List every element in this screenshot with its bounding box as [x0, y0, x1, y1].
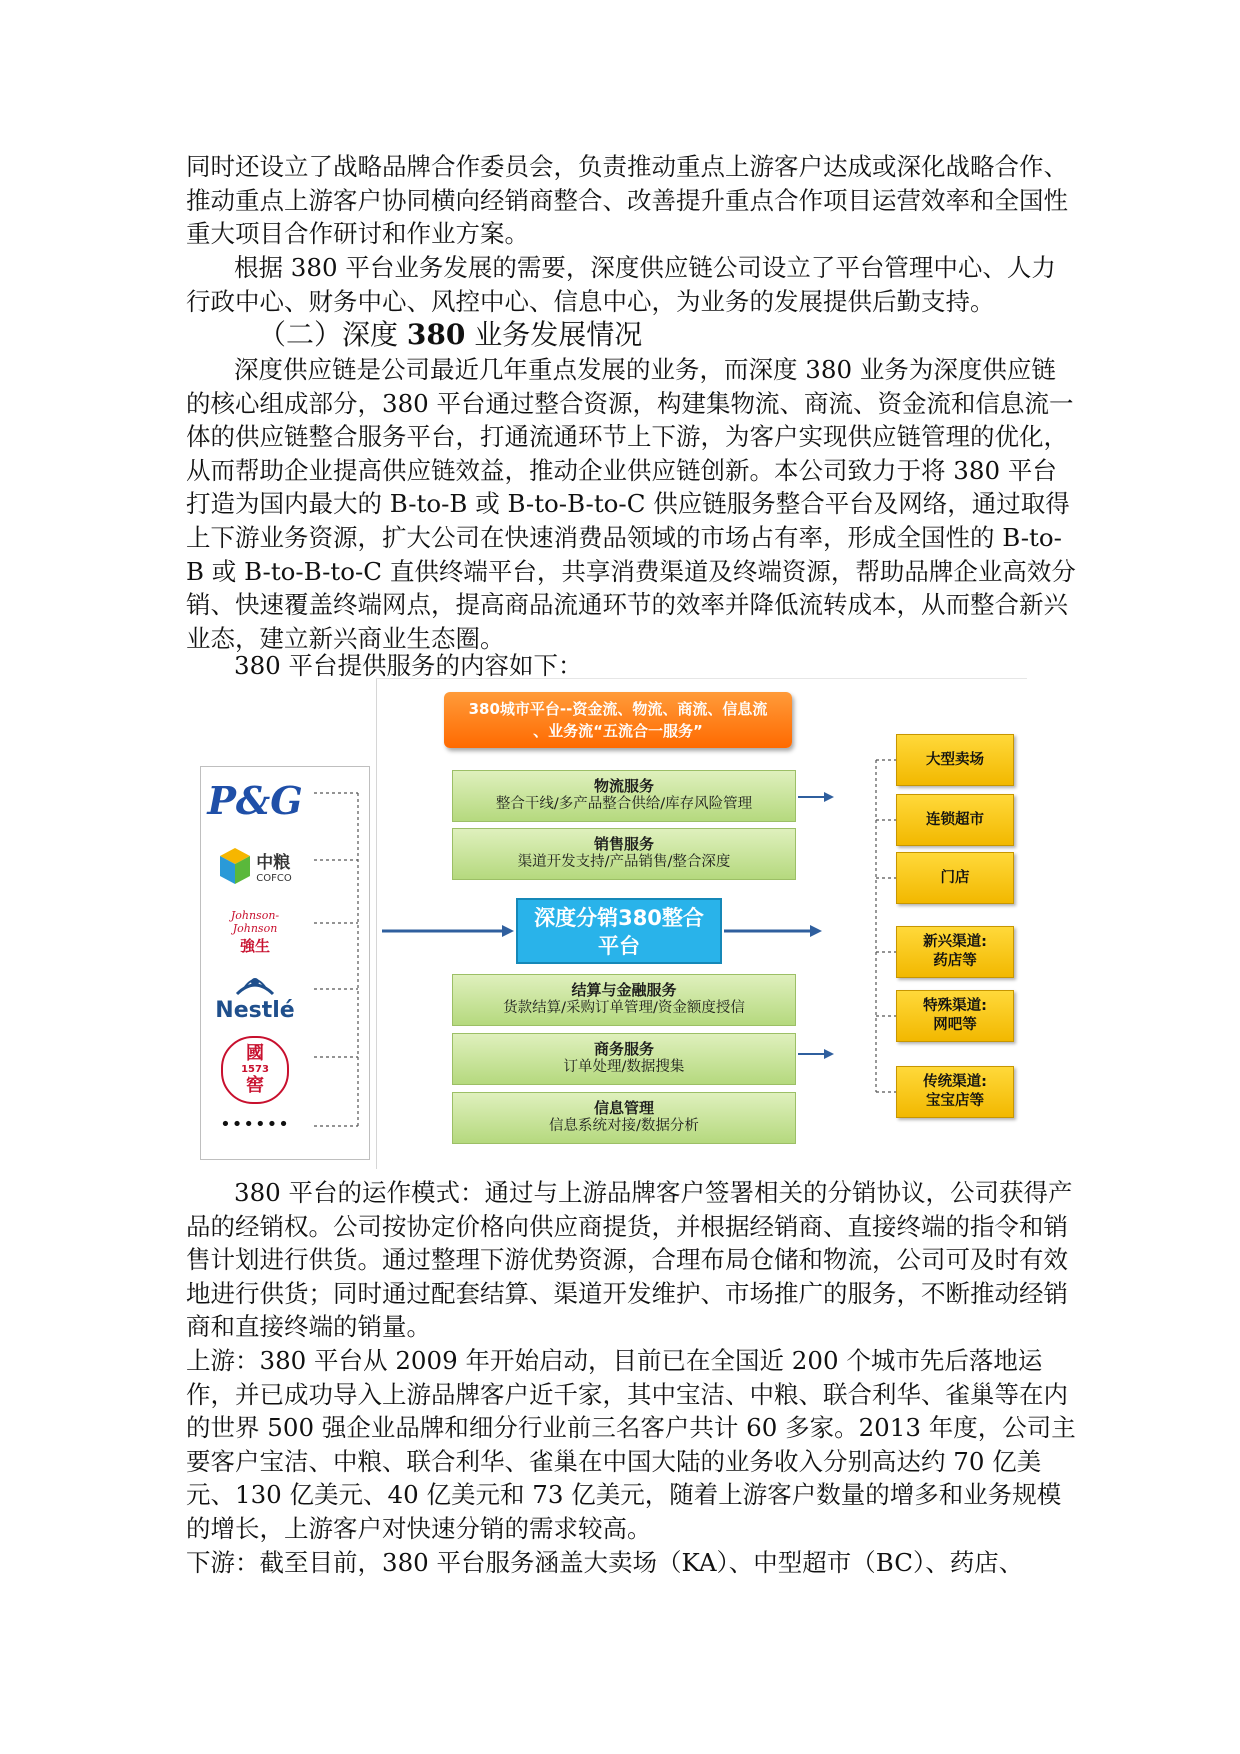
pg-logo: P&G — [207, 777, 303, 823]
paragraph-support-centers: 根据 380 平台业务发展的需要，深度供应链公司设立了平台管理中心、人力行政中心、财务中心、风控中心、信息中心，为业务的发展提供后勤支持。 — [186, 253, 1056, 316]
flow-arrow-left — [382, 925, 514, 937]
paragraph-operating-model: 380 平台的运作模式：通过与上游品牌客户签署相关的分销协议，公司获得产品的经销权。公司按协定价格向供应商提货，并根据经销商、直接终端的指令和销售计划进行供货。通过整理下游优势资源，合理布局仓储和物流，公司可及时有效地进行供货；同时通过配套结算、渠道开发维护、市场推广的服务，不断推动经销商和直接终端的销量。 — [186, 1178, 1073, 1342]
channel-hypermarket: 大型卖场 — [896, 734, 1014, 786]
service-logistics: 物流服务 整合干线/多产品整合供给/库存风险管理 — [452, 770, 796, 822]
flow-arrow-top — [798, 792, 834, 802]
channel-traditional-babystore: 传统渠道: 宝宝店等 — [896, 1066, 1014, 1118]
paragraph-upstream: 上游：380 平台从 2009 年开始启动，目前已在全国近 200 个城市先后落地运作，并已成功导入上游品牌客户近千家，其中宝洁、中粮、联合利华、雀巢等在内的世界 500 强企业品牌和细分行业前三名客户共计 60 多家。2013 年度，公司主要客户宝洁、中粮、联合利华、雀巢在中国大陆的业务收入分别高达约 70 亿美元、130 亿美元、40 亿美元和 73 亿美元，随着上游客户数量的增多和业务规模的增长，上游客户对快速分销的需求较高。 — [186, 1346, 1076, 1543]
johnson-logo: Johnson-Johnson 強生 — [230, 908, 280, 955]
flow-arrow-bottom — [798, 1049, 834, 1059]
platform-center-box: 深度分销380整合 平台 — [516, 898, 722, 964]
service-sales: 销售服务 渠道开发支持/产品销售/整合深度 — [452, 828, 796, 880]
paragraph-380-overview: 深度供应链是公司最近几年重点发展的业务，而深度 380 业务为深度供应链的核心组成部分，380 平台通过整合资源，构建集物流、商流、资金流和信息流一体的供应链整合服务平台，打通流通环节上下游，为客户实现供应链管理的优化，从而帮助企业提高供应链效益，推动企业供应链创新。本公司致力于将 380 平台打造为国内最大的 B-to-B 或 B-to-B-to-C 供应链服务整合平台及网络，通过取得上下游业务资源，扩大公司在快速消费品领域的市场占有率，形成全国性的 B-to-B 或 B-to-B-to-C 直供终端平台，共享消费渠道及终端资源，帮助品牌企业高效分销、快速覆盖终端网点，提高商品流通环节的效率并降低流转成本，从而整合新兴业态，建立新兴商业生态圈。 — [186, 355, 1076, 653]
paragraph-services-intro: 380 平台提供服务的内容如下： — [234, 651, 583, 680]
guojiao-logo: 國 1573 窖 — [209, 1035, 301, 1105]
paragraph-downstream: 下游：截至目前，380 平台服务涵盖大卖场（KA）、中型超市（BC）、药店、 — [186, 1548, 1024, 1577]
channel-store: 门店 — [896, 852, 1014, 904]
service-diagram — [200, 678, 1026, 1168]
channel-special-netcafe: 特殊渠道: 网吧等 — [896, 990, 1014, 1042]
paragraph-committee: 同时还设立了战略品牌合作委员会，负责推动重点上游客户达成或深化战略合作、推动重点上游客户协同横向经销商整合、改善提升重点合作项目运营效率和全国性重大项目合作研讨和作业方案。 — [186, 152, 1068, 249]
channel-emerging-pharmacy: 新兴渠道: 药店等 — [896, 926, 1014, 978]
service-settlement-finance: 结算与金融服务 货款结算/采购订单管理/资金额度授信 — [452, 974, 796, 1026]
more-brands-dots: •••••• — [220, 1113, 290, 1135]
five-flows-banner: 380城市平台--资金流、物流、商流、信息流 、业务流“五流合一服务” — [444, 692, 792, 748]
service-information: 信息管理 信息系统对接/数据分析 — [452, 1092, 796, 1144]
section-heading: （二）深度 380 业务发展情况 — [258, 318, 643, 351]
flow-arrow-right — [724, 925, 822, 937]
channel-chain-supermarket: 连锁超市 — [896, 794, 1014, 846]
cofco-logo: 中粮 COFCO — [209, 833, 301, 899]
nestle-logo: Nestlé — [209, 963, 301, 1029]
service-business: 商务服务 订单处理/数据搜集 — [452, 1033, 796, 1085]
